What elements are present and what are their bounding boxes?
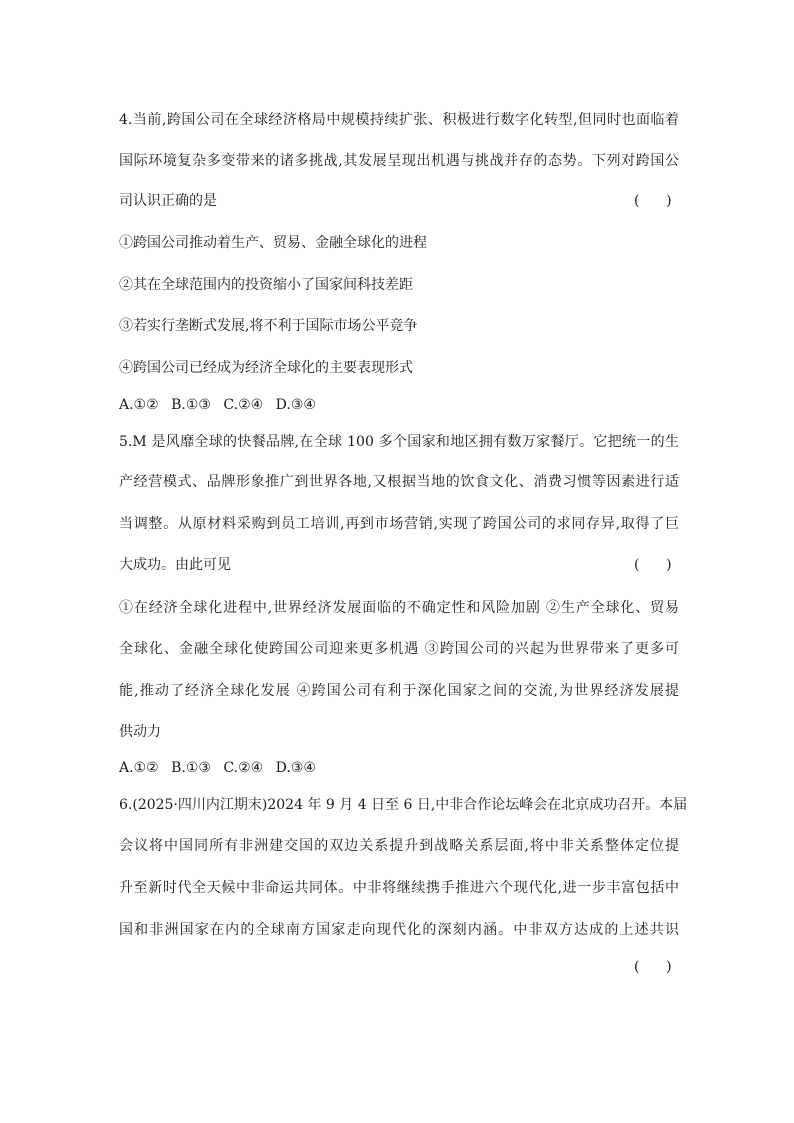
q5-option-b[interactable]: B.①③	[171, 760, 211, 776]
q4-statement-1: ①跨国公司推动着生产、贸易、金融全球化的进程	[119, 235, 427, 251]
q5-answer-bracket: ( )	[634, 557, 672, 573]
q4-answer-bracket: ( )	[634, 193, 672, 209]
q4-stem-line-1: 4.当前,跨国公司在全球经济格局中规模持续扩张、积极进行数字化转型,但同时也面临着	[119, 112, 679, 128]
q4-option-a[interactable]: A.①②	[119, 397, 159, 413]
q6-stem-line-1: 6.(2025·四川内江期末)2024 年 9 月 4 日至 6 日,中非合作论坛峰会在北京成功召开。本届	[119, 797, 688, 813]
q5-statement-line-2: 全球化、金融全球化使跨国公司迎来更多机遇 ③跨国公司的兴起为世界带来了更多可	[119, 641, 679, 657]
q4-option-b[interactable]: B.①③	[171, 397, 211, 413]
q5-statement-line-3: 能,推动了经济全球化发展 ④跨国公司有利于深化国家之间的交流,为世界经济发展提	[119, 683, 679, 699]
q5-stem-line-2: 产经营模式、品牌形象推广到世界各地,又根据当地的饮食文化、消费习惯等因素进行适	[119, 474, 679, 490]
q4-statement-3: ③若实行垄断式发展,将不利于国际市场公平竞争	[119, 318, 418, 334]
q5-statement-line-1: ①在经济全球化进程中,世界经济发展面临的不确定性和风险加剧 ②生产全球化、贸易	[119, 600, 679, 616]
q4-stem-line-3: 司认识正确的是	[119, 193, 217, 209]
q5-option-d[interactable]: D.③④	[275, 760, 316, 776]
q4-statement-2: ②其在全球范围内的投资缩小了国家间科技差距	[119, 277, 413, 293]
q4-statement-4: ④跨国公司已经成为经济全球化的主要表现形式	[119, 360, 413, 376]
q4-stem-line-2: 国际环境复杂多变带来的诸多挑战,其发展呈现出机遇与挑战并存的态势。下列对跨国公	[119, 153, 679, 169]
q5-statement-line-4: 供动力	[119, 724, 161, 740]
q5-stem-line-4: 大成功。由此可见	[119, 557, 231, 573]
q5-stem-line-1: 5.M 是风靡全球的快餐品牌,在全球 100 多个国家和地区拥有数万家餐厅。它把统一的生	[119, 434, 679, 450]
q5-options	[119, 758, 324, 778]
q4-option-c[interactable]: C.②④	[223, 397, 264, 413]
q6-stem-line-3: 升至新时代全天候中非命运共同体。中非将继续携手推进六个现代化,进一步丰富包括中	[119, 880, 679, 896]
q5-option-a[interactable]: A.①②	[119, 760, 159, 776]
q4-options	[119, 395, 324, 415]
q6-stem-line-2: 会议将中国同所有非洲建交国的双边关系提升到战略关系层面,将中非关系整体定位提	[119, 838, 679, 854]
q5-option-c[interactable]: C.②④	[223, 760, 264, 776]
q4-option-d[interactable]: D.③④	[275, 397, 316, 413]
q6-answer-bracket: ( )	[634, 959, 672, 975]
q5-stem-line-3: 当调整。从原材料采购到员工培训,再到市场营销,实现了跨国公司的求同存异,取得了巨	[119, 516, 679, 532]
q6-stem-line-4: 国和非洲国家在内的全球南方国家走向现代化的深刻内涵。中非双方达成的上述共识	[119, 922, 679, 938]
